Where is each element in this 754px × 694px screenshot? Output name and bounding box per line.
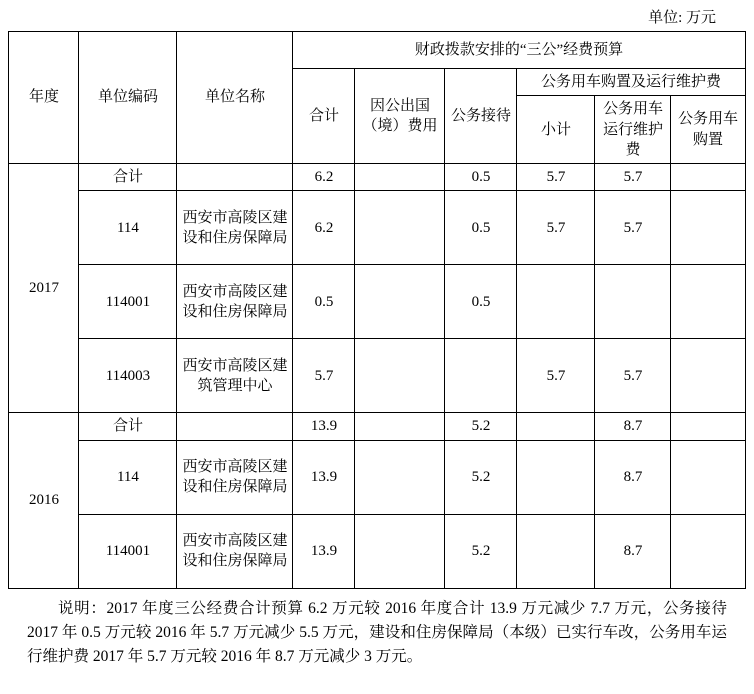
header-total: 合计 <box>293 69 355 164</box>
header-unit-name: 单位名称 <box>177 32 293 164</box>
cell-unit-code: 合计 <box>79 164 177 191</box>
cell-unit-code: 114 <box>79 191 177 265</box>
cell-unit-name: 西安市高陵区建筑管理中心 <box>177 339 293 413</box>
cell-reception: 5.2 <box>445 514 517 588</box>
cell-unit-name <box>177 164 293 191</box>
cell-vehicle-purchase <box>671 191 745 265</box>
cell-vehicle-purchase <box>671 164 745 191</box>
table-row <box>9 191 745 265</box>
cell-vehicle-purchase <box>671 514 745 588</box>
cell-abroad <box>355 514 445 588</box>
cell-abroad <box>355 191 445 265</box>
header-vehicle-maintain: 公务用车运行维护费 <box>595 96 671 164</box>
header-vehicle-purchase: 公务用车购置 <box>671 96 745 164</box>
table-row <box>9 514 745 588</box>
cell-vehicle-subtotal: 5.7 <box>517 191 595 265</box>
cell-total: 6.2 <box>293 164 355 191</box>
cell-total: 13.9 <box>293 514 355 588</box>
cell-unit-name: 西安市高陵区建设和住房保障局 <box>177 265 293 339</box>
header-group-title: 财政拨款安排的“三公”经费预算 <box>293 32 745 69</box>
cell-vehicle-purchase <box>671 265 745 339</box>
cell-vehicle-maintain: 8.7 <box>595 514 671 588</box>
note-text: 说明：2017 年度三公经费合计预算 6.2 万元较 2016 年度合计 13.9 万元减少 7.7 万元，公务接待 2017 年 0.5 万元较 2016 年 5.7 万元减少 5.5 万元，建设和住房保障局（本级）已实行车改，公务用车运行维护费 2017 年 5.7 万元较 2016 年 8.7 万元减少 3 万元。 <box>27 599 727 665</box>
cell-abroad <box>355 265 445 339</box>
cell-vehicle-subtotal <box>517 440 595 514</box>
cell-unit-name: 西安市高陵区建设和住房保障局 <box>177 514 293 588</box>
cell-reception: 0.5 <box>445 191 517 265</box>
cell-year: 2017 <box>9 164 79 413</box>
cell-vehicle-subtotal: 5.7 <box>517 339 595 413</box>
table-row <box>9 339 745 413</box>
header-abroad: 因公出国（境）费用 <box>355 69 445 164</box>
cell-abroad <box>355 440 445 514</box>
cell-reception: 5.2 <box>445 440 517 514</box>
header-vehicle-group: 公务用车购置及运行维护费 <box>517 69 745 96</box>
table-row <box>9 440 745 514</box>
cell-vehicle-purchase <box>671 440 745 514</box>
header-unit-code: 单位编码 <box>79 32 177 164</box>
cell-abroad <box>355 164 445 191</box>
cell-vehicle-purchase <box>671 413 745 440</box>
cell-unit-code: 114 <box>79 440 177 514</box>
table-header-row-1 <box>9 32 745 69</box>
cell-unit-code: 114003 <box>79 339 177 413</box>
cell-unit-code: 114001 <box>79 265 177 339</box>
cell-total: 13.9 <box>293 413 355 440</box>
cell-vehicle-maintain <box>595 265 671 339</box>
cell-vehicle-subtotal <box>517 413 595 440</box>
cell-reception: 0.5 <box>445 164 517 191</box>
cell-total: 13.9 <box>293 440 355 514</box>
cell-abroad <box>355 339 445 413</box>
cell-year: 2016 <box>9 413 79 588</box>
cell-reception <box>445 339 517 413</box>
cell-total: 5.7 <box>293 339 355 413</box>
cell-total: 0.5 <box>293 265 355 339</box>
cell-unit-code: 114001 <box>79 514 177 588</box>
cell-total: 6.2 <box>293 191 355 265</box>
cell-vehicle-maintain: 8.7 <box>595 413 671 440</box>
cell-unit-code: 合计 <box>79 413 177 440</box>
budget-table <box>8 31 745 589</box>
cell-unit-name <box>177 413 293 440</box>
cell-reception: 5.2 <box>445 413 517 440</box>
cell-unit-name: 西安市高陵区建设和住房保障局 <box>177 191 293 265</box>
table-row <box>9 265 745 339</box>
table-note <box>27 589 727 669</box>
cell-vehicle-maintain: 5.7 <box>595 191 671 265</box>
cell-unit-name: 西安市高陵区建设和住房保障局 <box>177 440 293 514</box>
cell-abroad <box>355 413 445 440</box>
header-vehicle-subtotal: 小计 <box>517 96 595 164</box>
cell-vehicle-maintain: 5.7 <box>595 164 671 191</box>
header-year: 年度 <box>9 32 79 164</box>
header-reception: 公务接待 <box>445 69 517 164</box>
cell-vehicle-subtotal <box>517 514 595 588</box>
cell-vehicle-subtotal: 5.7 <box>517 164 595 191</box>
cell-vehicle-maintain: 5.7 <box>595 339 671 413</box>
table-row <box>9 164 745 191</box>
table-row <box>9 413 745 440</box>
unit-label: 单位: 万元 <box>648 10 716 26</box>
cell-vehicle-subtotal <box>517 265 595 339</box>
cell-vehicle-maintain: 8.7 <box>595 440 671 514</box>
cell-reception: 0.5 <box>445 265 517 339</box>
cell-vehicle-purchase <box>671 339 745 413</box>
